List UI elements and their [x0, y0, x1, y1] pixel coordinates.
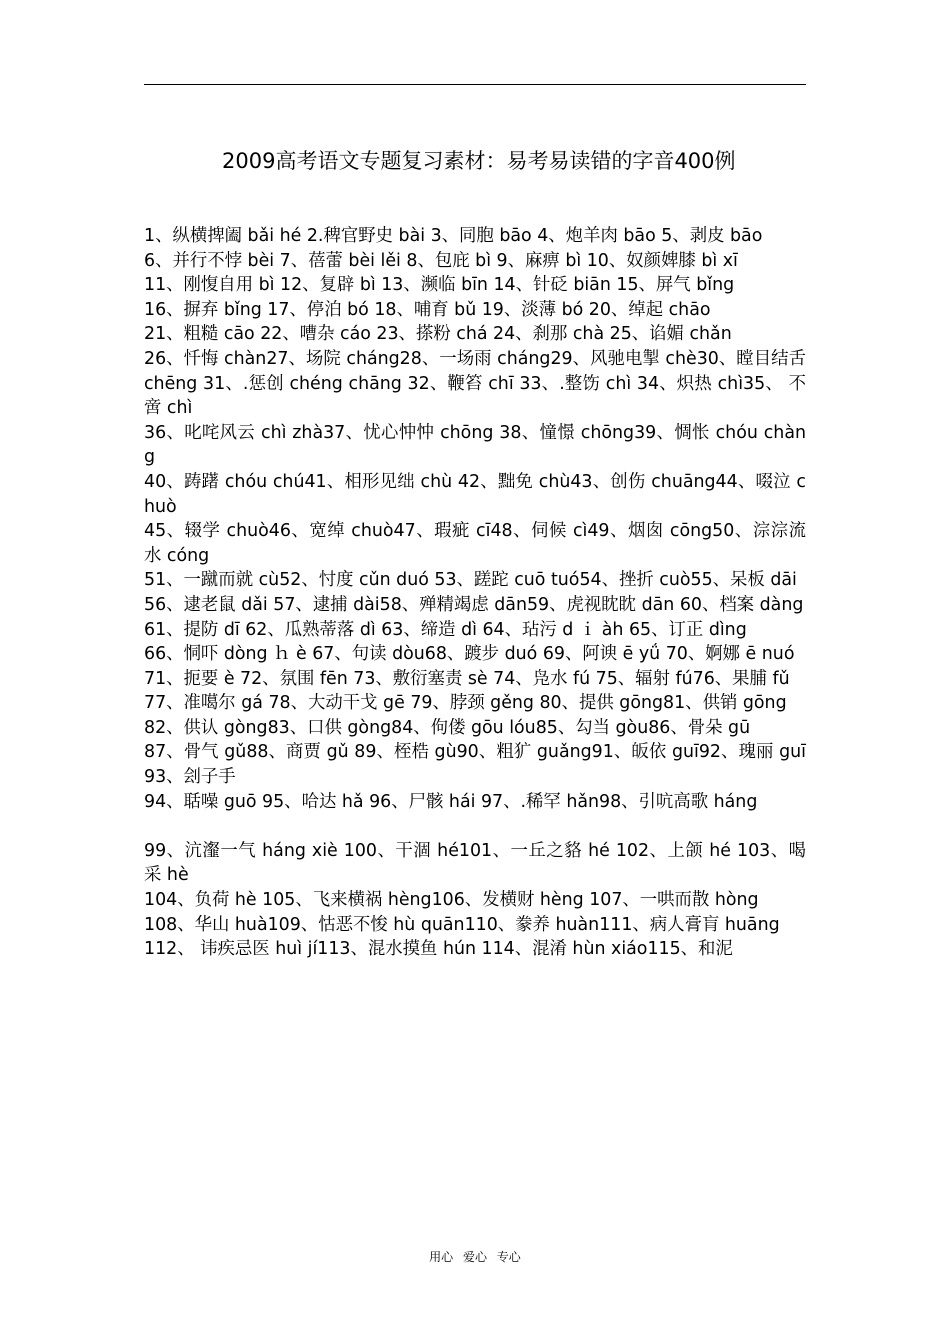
text-line: 51、一蹴而就 cù52、忖度 cǔn duó 53、蹉跎 cuō tuó54、挫折 cuò55、呆板 dāi	[144, 570, 797, 591]
text-line: 6、并行不悖 bèi 7、蓓蕾 bèi lěi 8、包庇 bì 9、麻痹 bì 10、奴颜婢膝 bì xī	[144, 250, 738, 271]
text-line: 87、骨气 gǔ88、商贾 gǔ 89、桎梏 gù90、粗犷 guǎng91、皈依 guī92、瑰丽 guī 93、刽子手	[144, 742, 806, 788]
page-footer: 用心 爱心 专心	[429, 1250, 521, 1264]
text-line: 16、摒弃 bǐng 17、停泊 bó 18、哺育 bǔ 19、淡薄 bó 20、绰起 chāo	[144, 299, 711, 320]
text-line: 21、粗糙 cāo 22、嘈杂 cáo 23、搽粉 chá 24、刹那 chà 25、谄媚 chǎn	[144, 324, 732, 345]
text-line: 40、踌躇 chóu chú41、相形见绌 chù 42、黜免 chù43、创伤 chuāng44、啜泣 chuò	[144, 471, 806, 517]
text-line: 77、准噶尔 gá 78、大动干戈 gē 79、脖颈 gěng 80、提供 gōng81、供销 gōng	[144, 693, 787, 714]
text-line: 36、叱咤风云 chì zhà37、忧心忡忡 chōng 38、憧憬 chōng39、惆怅 chóu chàng	[144, 422, 806, 468]
text-line: 94、聒噪 guō 95、哈达 hǎ 96、尸骸 hái 97、.稀罕 hǎn98、引吭高歌 háng	[144, 791, 758, 812]
text-line: 26、忏悔 chàn27、场院 cháng28、一场雨 cháng29、风驰电掣 chè30、瞠目结舌 chēng 31、.惩创 chéng chāng 32、鞭笞 chī 33、.整饬 chì 34、炽热 chì35、 不啻 chì	[144, 348, 806, 419]
text-line: 56、逮老鼠 dǎi 57、逮捕 dài58、殚精竭虑 dān59、虎视眈眈 dān 60、档案 dàng	[144, 594, 804, 615]
text-line: 71、扼要 è 72、氛围 fēn 73、敷衍塞责 sè 74、凫水 fú 75、辐射 fú76、果脯 fǔ	[144, 668, 790, 689]
text-line: 99、沆瀣一气 háng xiè 100、干涸 hé101、一丘之貉 hé 102、上颌 hé 103、喝采 hè	[144, 840, 806, 886]
text-line: 1、纵横捭阖 bǎi hé 2.稗官野史 bài 3、同胞 bāo 4、炮羊肉 bāo 5、剥皮 bāo	[144, 226, 763, 246]
text-line: 108、华山 huà109、怙恶不悛 hù quān110、豢养 huàn111、病人膏肓 huāng	[144, 914, 780, 935]
text-line: 45、辍学 chuò46、宽绰 chuò47、瑕疵 cī48、伺候 cì49、烟囱 cōng50、淙淙流水 cóng	[144, 521, 806, 566]
text-line: 104、负荷 hè 105、飞来横祸 hèng106、发横财 hèng 107、一哄而散 hòng	[144, 890, 759, 911]
page-title: 2009高考语文专题复习素材：易考易读错的字音400例	[222, 149, 736, 173]
text-line: 61、提防 dī 62、瓜熟蒂落 dì 63、缔造 dì 64、玷污 d ｉ àh 65、订正 dìng	[144, 619, 747, 640]
text-line: 66、恫吓 dòng ｈ è 67、句读 dòu68、踱步 duó 69、阿谀 ē yǘ 70、婀娜 ē nuó	[144, 644, 795, 665]
text-line: 112、 讳疾忌医 huì jí113、混水摸鱼 hún 114、混淆 hùn xiáo115、和泥	[144, 939, 733, 960]
header-rule	[144, 84, 806, 85]
document-body	[144, 224, 806, 962]
text-line: 11、刚愎自用 bì 12、复辟 bì 13、濒临 bīn 14、针砭 biān 15、屏气 bǐng	[144, 275, 735, 296]
text-line: 82、供认 gòng83、口供 gòng84、佝偻 gōu lóu85、勾当 gòu86、骨朵 gū	[144, 717, 751, 738]
